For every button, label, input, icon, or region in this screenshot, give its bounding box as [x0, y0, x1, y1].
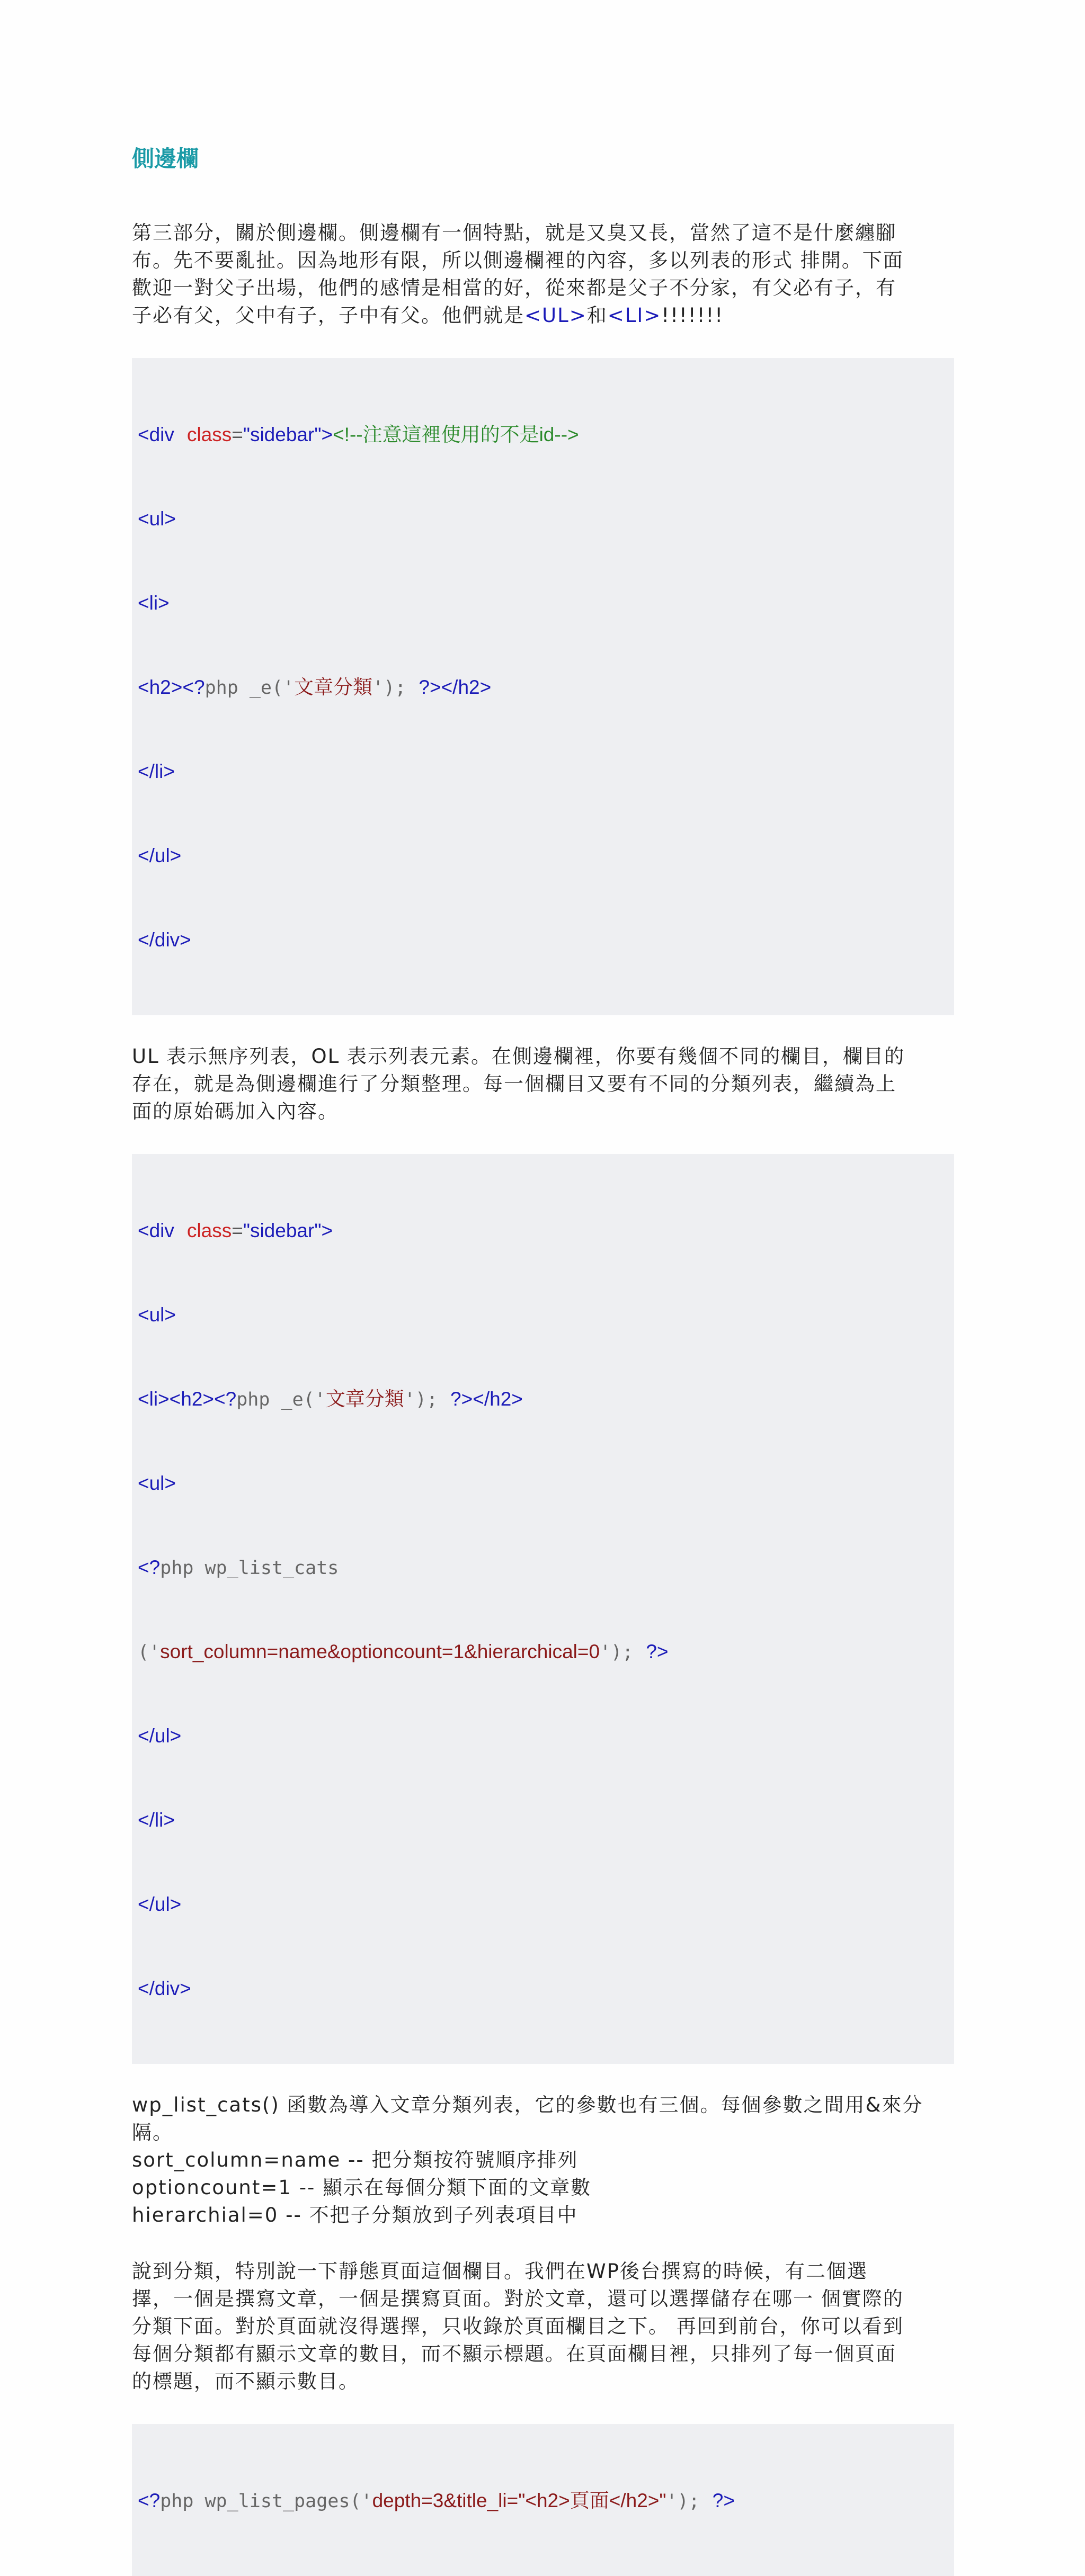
code-quote: ' [283, 677, 295, 699]
paragraph-line: 布。先不要亂扯。因為地形有限，所以側邊欄裡的內容，多以列表的形式 排開。下面 [132, 249, 904, 272]
code-php-string: depth=3&title_li="<h2>頁面</h2>" [372, 2490, 666, 2511]
code-tag: ?></h2> [419, 676, 492, 698]
paragraph-line: 說到分類，特別說一下靜態頁面這個欄目。我們在WP後台撰寫的時候，有二個選 [132, 2260, 868, 2283]
code-string: "sidebar" [243, 1220, 322, 1241]
code-line [138, 673, 948, 701]
wp-list-cats-paragraph [132, 2091, 954, 2229]
ul-tag-text: <UL> [524, 304, 587, 327]
code-quote: ' [666, 2491, 678, 2512]
code-tag: <div [138, 1220, 174, 1241]
code-line [138, 2486, 948, 2515]
code-op: = [232, 1220, 243, 1241]
section-title: 側邊欄 [132, 146, 199, 172]
code-tag: <? [138, 2490, 161, 2511]
code-php: php _e( [204, 677, 283, 699]
exclamation-text: !!!!!!! [661, 304, 724, 327]
paragraph-line: UL 表示無序列表，OL 表示列表元素。在側邊欄裡，你要有幾個不同的欄目，欄目的 [132, 1045, 905, 1068]
code-quote: ' [314, 1389, 326, 1410]
code-comment: <!--注意這裡使用的不是id--> [333, 424, 579, 445]
paragraph-line: 每個分類都有顯示文章的數目，而不顯示標題。在頁面欄目裡，只排列了每一個頁面 [132, 2342, 896, 2365]
code-block-3 [132, 2424, 954, 2576]
code-php: ); [415, 1389, 438, 1410]
paragraph-line: 分類下面。對於頁面就沒得選擇，只收錄於頁面欄目之下。 再回到前台，你可以看到 [132, 2315, 904, 2338]
paragraph-line: optioncount=1 -- 顯示在每個分類下面的文章數 [132, 2176, 592, 2199]
code-line: <ul> [138, 1304, 176, 1326]
code-line [138, 1217, 948, 1245]
code-quote: ' [361, 2491, 372, 2512]
code-line: </div> [138, 929, 191, 951]
code-quote: ' [149, 1642, 161, 1663]
code-php: ( [138, 1642, 149, 1663]
paragraph-text: 子必有父，父中有子，子中有父。他們就是 [132, 304, 524, 327]
code-attr: class [186, 1220, 232, 1241]
paragraph-line: 擇，一個是撰寫文章，一個是撰寫頁面。對於文章，還可以選擇儲存在哪一 個實際的 [132, 2287, 904, 2310]
code-quote: ' [372, 677, 384, 699]
code-php: ); [384, 677, 406, 699]
code-php: php wp_list_pages( [160, 2491, 361, 2512]
code-tag: <li><h2><? [138, 1388, 237, 1410]
paragraph-line: 歡迎一對父子出場，他們的感情是相當的好，從來都是父子不分家，有父必有子，有 [132, 276, 896, 299]
code-line: <li> [138, 592, 170, 614]
code-block-1 [132, 358, 954, 1015]
code-block-2 [132, 1154, 954, 2064]
code-line: </ul> [138, 1893, 182, 1915]
code-tag: > [321, 1220, 333, 1241]
code-line: <ul> [138, 1472, 176, 1494]
code-op: = [232, 424, 243, 445]
paragraph-line: 的標題，而不顯示數目。 [132, 2370, 359, 2393]
paragraph-line: sort_column=name -- 把分類按符號順序排列 [132, 2149, 579, 2171]
paragraph-line: 第三部分，關於側邊欄。側邊欄有一個特點，就是又臭又長，當然了這不是什麼纏腳 [132, 221, 896, 244]
code-line [138, 421, 948, 449]
code-line [138, 1553, 948, 1581]
code-tag: <h2><? [138, 676, 205, 698]
paragraph-line: 隔。 [132, 2121, 173, 2144]
code-line: </ul> [138, 1725, 182, 1747]
code-string: "sidebar" [243, 424, 322, 445]
pages-paragraph [132, 2258, 954, 2395]
intro-paragraph [132, 219, 954, 329]
code-line [138, 1638, 948, 1666]
code-quote: ' [404, 1389, 415, 1410]
li-tag-text: <LI> [607, 304, 662, 327]
code-attr: class [186, 424, 232, 445]
code-line [138, 1385, 948, 1413]
paragraph-line: wp_list_cats() 函數為導入文章分類列表，它的參數也有三個。每個參數之間用&來分 [132, 2094, 923, 2116]
code-tag: ?> [712, 2490, 735, 2511]
code-php: ); [611, 1642, 634, 1663]
and-text: 和 [586, 304, 608, 327]
code-php: ); [677, 2491, 700, 2512]
code-quote: ' [600, 1642, 611, 1663]
code-php-string: 文章分類 [294, 676, 373, 698]
code-tag: <? [138, 1557, 161, 1578]
ul-ol-paragraph [132, 1043, 954, 1125]
paragraph-line: 面的原始碼加入內容。 [132, 1100, 339, 1123]
code-php-string: 文章分類 [325, 1388, 404, 1410]
paragraph-line-last [132, 302, 954, 329]
paragraph-line: 存在，就是為側邊欄進行了分類整理。每一個欄目又要有不同的分類列表，繼續為上 [132, 1072, 896, 1095]
code-php: php wp_list_cats [160, 1558, 339, 1579]
code-tag: <div [138, 424, 174, 445]
code-line: </li> [138, 761, 175, 782]
code-tag: ?> [646, 1641, 669, 1662]
code-line: </li> [138, 1809, 175, 1831]
code-line: </div> [138, 1978, 191, 1999]
code-tag: ?></h2> [450, 1388, 523, 1410]
code-php-string: sort_column=name&optioncount=1&hierarchical=0 [160, 1641, 600, 1662]
document-content [132, 142, 954, 2576]
code-line: </ul> [138, 845, 182, 866]
code-line: <ul> [138, 508, 176, 530]
paragraph-line: hierarchial=0 -- 不把子分類放到子列表項目中 [132, 2204, 578, 2226]
code-php: php _e( [236, 1389, 315, 1410]
code-tag: > [321, 424, 333, 445]
